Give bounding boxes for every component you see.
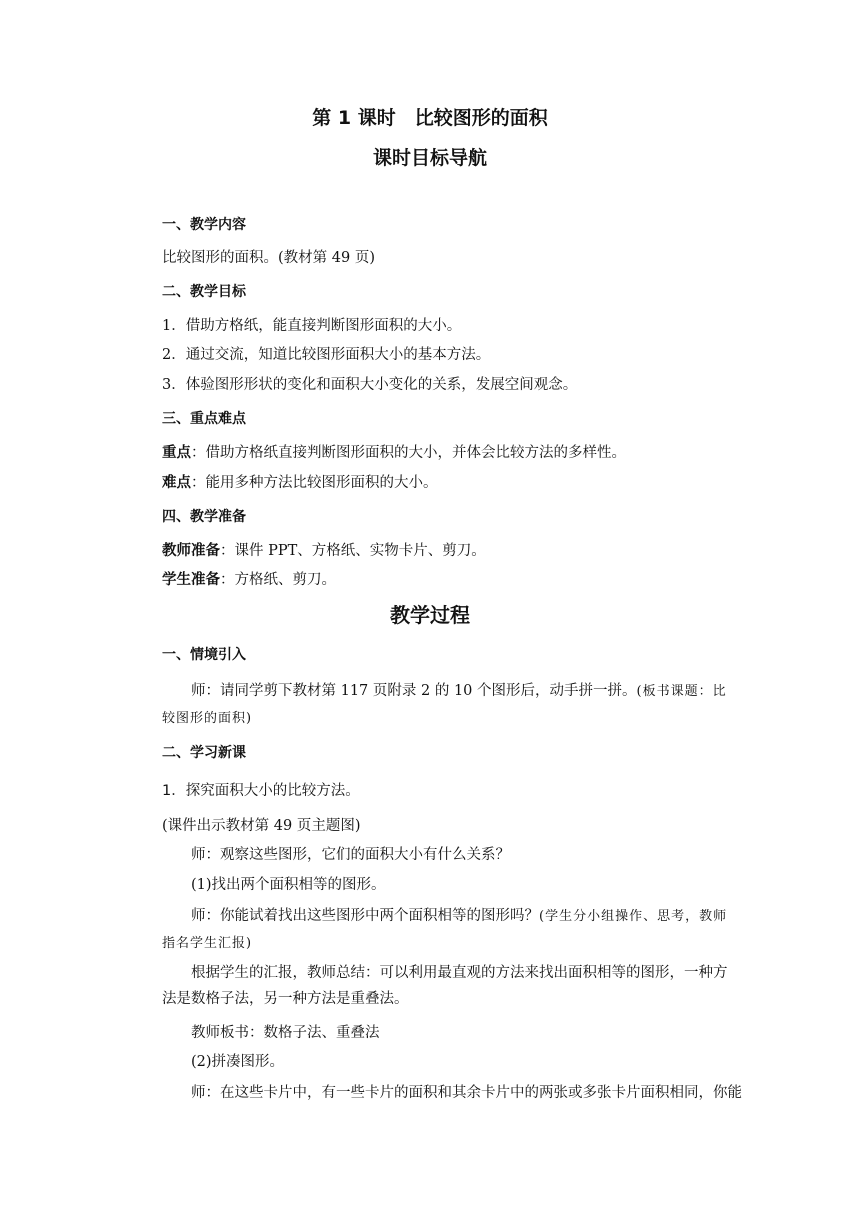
sub-step-1: (1)找出两个面积相等的图形。 (191, 877, 386, 893)
section-heading-teaching-goals: 二、教学目标 (162, 284, 246, 300)
teacher-prep-text: ：课件 PPT、方格纸、实物卡片、剪刀。 (220, 543, 486, 559)
teacher-prep-label: 教师准备 (162, 543, 220, 559)
sub-step-2: (2)拼凑图形。 (191, 1054, 285, 1070)
summary-paragraph: 根据学生的汇报，教师总结：可以利用最直观的方法来找出面积相等的图形，一种方法是数格子法，另一种方法是重叠法。 (162, 965, 728, 1007)
difficult-point-text: ：能用多种方法比较图形面积的大小。 (191, 475, 438, 491)
section-heading-teaching-content: 一、教学内容 (162, 217, 246, 233)
student-prep-label: 学生准备 (162, 572, 220, 588)
question-3: 师：在这些卡片中，有一些卡片的面积和其余卡片中的两张或多张卡片面积相同，你能 (191, 1085, 742, 1101)
lesson-title: 第 1 课时 比较图形的面积 (312, 107, 548, 129)
section-heading-new-lesson: 二、学习新课 (162, 745, 246, 761)
step1-note: (课件出示教材第 49 页主题图) (162, 818, 361, 834)
difficult-point-line (162, 473, 732, 493)
difficult-point-label: 难点 (162, 475, 191, 491)
key-point-text: ：借助方格纸直接判断图形面积的大小，并体会比较方法的多样性。 (191, 445, 626, 461)
key-point-line (162, 443, 732, 463)
intro-paragraph (162, 678, 732, 732)
teacher-prep-line (162, 541, 732, 561)
question-2: 师：你能试着找出这些图形中两个面积相等的图形吗？ (191, 908, 539, 924)
objective-nav-heading: 课时目标导航 (372, 147, 487, 169)
intro-text: 师：请同学剪下教材第 117 页附录 2 的 10 个图形后，动手拼一拼。 (191, 683, 637, 699)
step1-title: 1．探究面积大小的比较方法。 (162, 783, 360, 799)
intro-note: (板书课题：比较图形的面积) (162, 684, 727, 726)
student-prep-line (162, 570, 732, 590)
student-prep-text: ：方格纸、剪刀。 (220, 572, 336, 588)
question-1: 师：观察这些图形，它们的面积大小有什么关系？ (191, 847, 510, 863)
board-writing: 教师板书：数格子法、重叠法 (191, 1025, 380, 1041)
goal-item-3: 3．体验图形形状的变化和面积大小变化的关系，发展空间观念。 (162, 377, 578, 393)
section-heading-intro: 一、情境引入 (162, 647, 246, 663)
question-2-note: (学生分小组操作、思考，教师指名学生汇报) (162, 909, 728, 951)
goal-item-1: 1．借助方格纸，能直接判断图形面积的大小。 (162, 318, 462, 334)
key-point-label: 重点 (162, 445, 191, 461)
section-heading-key-points: 三、重点难点 (162, 411, 246, 427)
question-2-paragraph (162, 903, 732, 957)
goal-item-2: 2．通过交流，知道比较图形面积大小的基本方法。 (162, 347, 491, 363)
process-title: 教学过程 (390, 603, 470, 627)
teaching-content-text: 比较图形的面积。(教材第 49 页) (162, 250, 375, 266)
section-heading-preparation: 四、教学准备 (162, 509, 246, 525)
